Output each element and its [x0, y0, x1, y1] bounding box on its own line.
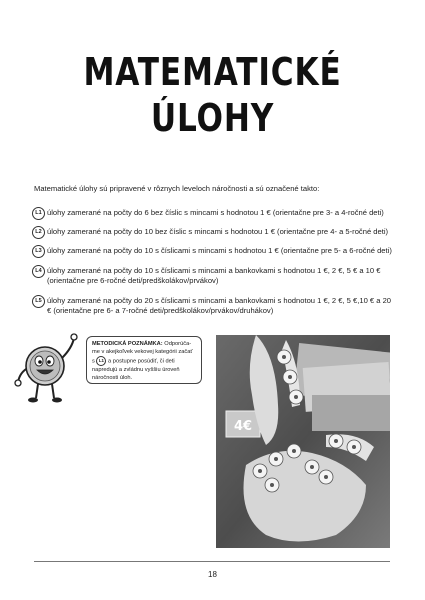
intro-text: Matematické úlohy sú pripravené v rôznych leveloch náročnosti a sú označené takto: [34, 184, 320, 193]
level-text: úlohy zamerané na počty do 10 bez číslic s mincami s hodnotou 1 € (orientačne pre 4- a 5-ročné deti) [47, 227, 389, 236]
level-item [32, 227, 392, 237]
level-badge: L5 [32, 295, 45, 308]
level-badge: L4 [32, 265, 45, 278]
level-text: úlohy zamerané na počty do 20 s číslicami s mincami a bankovkami s hodnotou 1 €, 2 €, 5 €,10 € a 20 € (orientačne pre 6- a 7-ročné deti/predškolákov/prvákov/druhákov) [47, 296, 392, 315]
coin-mascot-icon [14, 328, 84, 408]
note-level-badge: L1 [96, 356, 106, 366]
page-title-line1: MATEMATICKÉ [83, 50, 342, 94]
level-text: úlohy zamerané na počty do 10 s číslicami s mincami s hodnotou 1 € (orientačne pre 5- a 6-ročné deti) [47, 246, 392, 255]
level-badge: L2 [32, 226, 45, 239]
level-item [32, 246, 392, 256]
methodical-note [86, 336, 202, 384]
footer-divider [34, 561, 390, 562]
level-text: úlohy zamerané na počty do 10 s číslicami s mincami a bankovkami s hodnotou 1 €, 2 €, 5 € a 10 € (orientačne pre 6-ročné deti/predškolákov/prvákov) [47, 266, 381, 285]
level-item [32, 266, 392, 286]
note-text-2: a postupne posúdiť, či deti napredujú a zvládnu vyššiu úroveň náročnosti úloh. [92, 358, 180, 381]
level-text: úlohy zamerané na počty do 6 bez číslic s mincami s hodnotou 1 € (orientačne pre 3- a 4-ročné deti) [47, 208, 384, 217]
level-item [32, 208, 392, 218]
level-badge: L1 [32, 207, 45, 220]
level-item [32, 296, 392, 316]
price-tag-label: 4€ [233, 419, 253, 434]
level-badge: L3 [32, 245, 45, 258]
page-number: 18 [208, 570, 217, 579]
hands-with-coins-photo [216, 335, 390, 548]
note-heading: METODICKÁ POZNÁMKA: [92, 341, 163, 347]
page-title-line2: ÚLOHY [150, 96, 275, 140]
note-text-1: Odporúča-me v akejkoľvek vekovej kategórii začať s [92, 341, 193, 365]
